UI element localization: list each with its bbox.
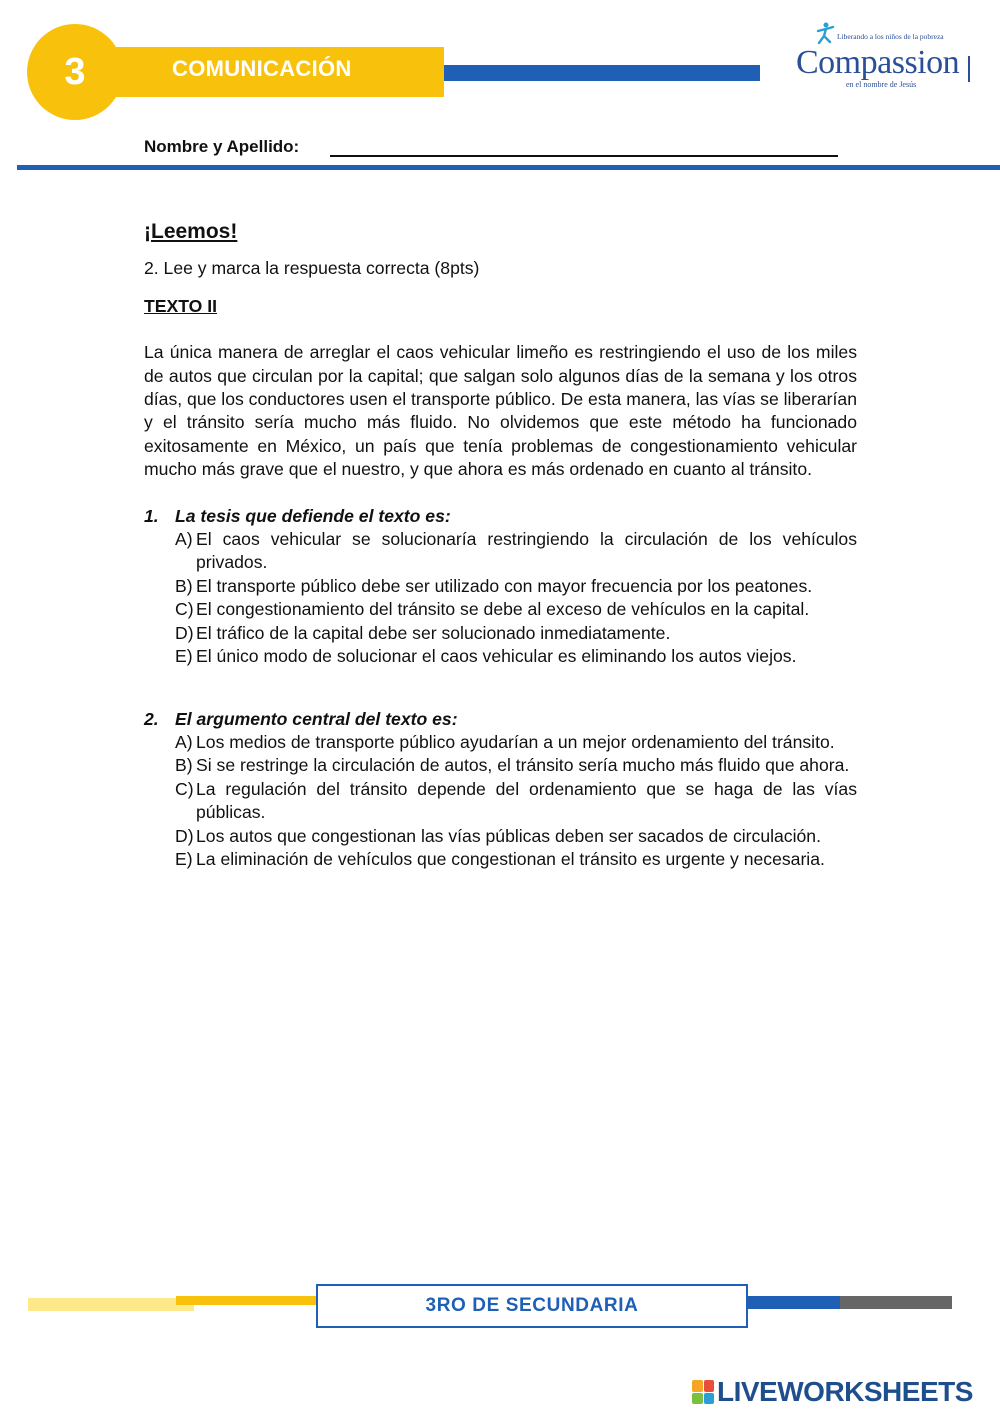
option-text: El tráfico de la capital debe ser solucionado inmediatamente. (196, 622, 671, 643)
unit-number-badge (27, 24, 123, 120)
logo-tagline: Liberando a los niños de la pobreza (837, 32, 944, 41)
compassion-logo (790, 22, 980, 94)
answer-option[interactable] (175, 622, 857, 645)
option-text: Los autos que congestionan las vías públicas deben ser sacados de circulación. (196, 825, 821, 846)
logo-brand: Compassion (796, 44, 960, 81)
name-label: Nombre y Apellido: (144, 137, 300, 156)
logo-divider (968, 56, 970, 82)
option-text: El congestionamiento del tránsito se debe al exceso de vehículos en la capital. (196, 599, 810, 620)
footer-blue-bar (746, 1296, 842, 1309)
option-letter: D) (175, 825, 194, 846)
option-text: La eliminación de vehículos que congestionan el tránsito es urgente y necesaria. (196, 848, 825, 869)
question-number: 2. (144, 708, 159, 729)
answer-option[interactable] (175, 575, 857, 598)
option-text: El transporte público debe ser utilizado con mayor frecuencia por los peatones. (196, 575, 813, 596)
question-2 (144, 708, 857, 872)
option-text: Los medios de transporte público ayudarían a un mejor ordenamiento del tránsito. (196, 731, 835, 752)
reading-paragraph: La única manera de arreglar el caos vehicular limeño es restringiendo el uso de los miles de autos que circulan por la capital; que salgan solo algunos días de la semana y los otros días, que los conductores usen el transporte público. De esta manera, las vías se liberarían y el tránsito sería mucho más fluido. No olvidemos que este método ha funcionado exitosamente en México, un país que tenía problemas de congestionamiento vehicular mucho más grave que el nuestro, y que ahora es más ordenado en cuanto al tránsito. (144, 342, 857, 480)
question-number: 1. (144, 505, 159, 526)
option-letter: C) (175, 599, 194, 620)
instruction: 2. Lee y marca la respuesta correcta (8pts) (144, 258, 480, 279)
answer-option[interactable] (175, 598, 857, 621)
option-letter: D) (175, 622, 194, 643)
question-header (144, 505, 857, 528)
answer-option[interactable] (175, 778, 857, 825)
liveworksheets-wordmark: LIVEWORKSHEETS (717, 1376, 973, 1407)
footer-gray-bar (840, 1296, 952, 1309)
answer-option[interactable] (175, 645, 857, 668)
question-header (144, 708, 857, 731)
question-prompt: La tesis que defiende el texto es: (175, 505, 451, 526)
liveworksheets-logo (692, 1376, 973, 1408)
text-title: TEXTO II (144, 295, 217, 316)
option-text: El caos vehicular se solucionaría restringiendo la circulación de los vehículos privados. (196, 529, 857, 573)
header-blue-bar (444, 65, 760, 81)
option-letter: C) (175, 778, 194, 799)
answer-option[interactable] (175, 848, 857, 871)
answer-option[interactable] (175, 754, 857, 777)
option-text: Si se restringe la circulación de autos, el tránsito sería mucho más fluido que ahora. (196, 755, 850, 776)
figure-icon (815, 22, 835, 44)
footer-yellow-light-bar (28, 1298, 194, 1311)
answer-option[interactable] (175, 528, 857, 575)
grade-label-box (316, 1284, 748, 1328)
option-letter: B) (175, 575, 193, 596)
option-text: La regulación del tránsito depende del ordenamiento que se haga de las vías públicas. (196, 778, 857, 823)
liveworksheets-icon (692, 1380, 714, 1404)
option-letter: B) (175, 755, 193, 776)
question-1 (144, 505, 857, 669)
answer-option[interactable] (175, 731, 857, 754)
subject-title: COMUNICACIÓN (172, 56, 352, 81)
option-letter: A) (175, 731, 193, 752)
name-field-line[interactable] (330, 155, 838, 157)
option-letter: E) (175, 646, 193, 667)
section-title: ¡Leemos! (144, 220, 238, 243)
worksheet-content (144, 220, 857, 894)
header-rule (17, 165, 1000, 170)
option-letter: A) (175, 529, 193, 550)
unit-number: 3 (64, 50, 86, 93)
question-prompt: El argumento central del texto es: (175, 708, 458, 729)
option-letter: E) (175, 848, 193, 869)
answer-option[interactable] (175, 825, 857, 848)
option-text: El único modo de solucionar el caos vehicular es eliminando los autos viejos. (196, 646, 797, 667)
logo-subline: en el nombre de Jesús (846, 80, 917, 89)
grade-label: 3RO DE SECUNDARIA (425, 1295, 639, 1316)
footer-yellow-bar (176, 1296, 322, 1305)
